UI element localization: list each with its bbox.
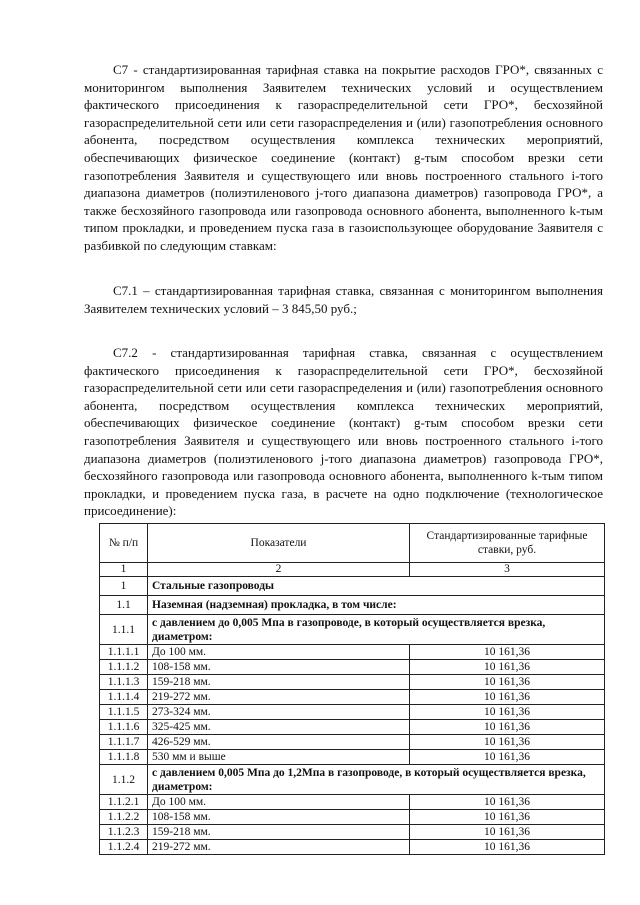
- table-row: [100, 660, 605, 675]
- rate-value: 10 161,36: [410, 705, 605, 720]
- diameter-label: 325-425 мм.: [148, 720, 410, 735]
- diameter-label: 159-218 мм.: [148, 675, 410, 690]
- section-label: Стальные газопроводы: [148, 577, 605, 596]
- tariff-table: [99, 523, 605, 855]
- rate-value: 10 161,36: [410, 735, 605, 750]
- group-label: с давлением до 0,005 Мпа в газопроводе, в который осуществляется врезка, диаметром:: [148, 615, 605, 645]
- rate-value: 10 161,36: [410, 825, 605, 840]
- table-row: [100, 645, 605, 660]
- row-number: 1.1.1: [100, 615, 148, 645]
- row-number: 1.1.1.3: [100, 675, 148, 690]
- section-row: [100, 577, 605, 596]
- group-row: [100, 615, 605, 645]
- paragraph-c7-2: [84, 344, 603, 520]
- column-number-row: [100, 563, 605, 577]
- row-number: 1.1: [100, 596, 148, 615]
- table-row: [100, 705, 605, 720]
- row-number: 1.1.1.7: [100, 735, 148, 750]
- rate-value: 10 161,36: [410, 840, 605, 855]
- table-row: [100, 690, 605, 705]
- table-row: [100, 675, 605, 690]
- paragraph-c7-text: С7 - стандартизированная тарифная ставка на покрытие расходов ГРО*, связанных с мониторингом выполнения Заявителем технических условий и осуществлением фактического присоединения к газораспределительной сети ГРО*, бесхозяйной газораспределительной сети или сети газораспределения и (или) газопотребления основного абонента, посредством осуществления комплекса технических мероприятий, обеспечивающих физическое соединение (контакт) g-тым способом врезки сети газопотребления Заявителя и существующего или вновь построенного стального i-того диапазона диаметров (полиэтиленового j-того диапазона диаметров) газопровода ГРО*, а также бесхозяйного газопровода или газопровода основного абонента, выполненного k-тым типом прокладки, и проведением пуска газа в газоиспользующее оборудование Заявителя с разбивкой по следующим ставкам:: [84, 62, 603, 253]
- rate-value: 10 161,36: [410, 675, 605, 690]
- row-number: 1.1.2.3: [100, 825, 148, 840]
- paragraph-c7: [84, 61, 603, 255]
- row-number: 1.1.2: [100, 765, 148, 795]
- row-number: 1.1.2.4: [100, 840, 148, 855]
- rate-value: 10 161,36: [410, 720, 605, 735]
- table-row: [100, 840, 605, 855]
- diameter-label: 108-158 мм.: [148, 810, 410, 825]
- diameter-label: 159-218 мм.: [148, 825, 410, 840]
- rate-value: 10 161,36: [410, 795, 605, 810]
- header-indicators: Показатели: [148, 524, 410, 563]
- row-number: 1: [100, 577, 148, 596]
- row-number: 1.1.1.1: [100, 645, 148, 660]
- paragraph-c7-1: [84, 282, 603, 317]
- rate-value: 10 161,36: [410, 645, 605, 660]
- row-number: 1.1.1.8: [100, 750, 148, 765]
- rate-value: 10 161,36: [410, 660, 605, 675]
- row-number: 1.1.2.1: [100, 795, 148, 810]
- rate-value: 10 161,36: [410, 810, 605, 825]
- column-number: 2: [148, 563, 410, 577]
- diameter-label: 219-272 мм.: [148, 840, 410, 855]
- table-row: [100, 750, 605, 765]
- group-row: [100, 765, 605, 795]
- diameter-label: 530 мм и выше: [148, 750, 410, 765]
- row-number: 1.1.1.4: [100, 690, 148, 705]
- table-row: [100, 810, 605, 825]
- row-number: 1.1.1.5: [100, 705, 148, 720]
- subsection-label: Наземная (надземная) прокладка, в том числе:: [148, 596, 605, 615]
- table-header-row: [100, 524, 605, 563]
- diameter-label: До 100 мм.: [148, 795, 410, 810]
- column-number: 1: [100, 563, 148, 577]
- row-number: 1.1.1.6: [100, 720, 148, 735]
- paragraph-c7-1-text: С7.1 – стандартизированная тарифная ставка, связанная с мониторингом выполнения Заявителем технических условий – 3 845,50 руб.;: [84, 283, 603, 316]
- header-rates: Стандартизированные тарифные ставки, руб.: [410, 524, 605, 563]
- subsection-row: [100, 596, 605, 615]
- column-number: 3: [410, 563, 605, 577]
- diameter-label: 426-529 мм.: [148, 735, 410, 750]
- group-label: с давлением 0,005 Мпа до 1,2Мпа в газопроводе, в который осуществляется врезка, диаметром:: [148, 765, 605, 795]
- paragraph-c7-2-text: С7.2 - стандартизированная тарифная ставка, связанная с осуществлением фактического присоединения к газораспределительной сети ГРО*, бесхозяйной газораспределительной сети или сети газораспределения и (или) газопотребления основного абонента, посредством осуществления комплекса технических мероприятий, обеспечивающих физическое соединение (контакт) g-тым способом врезки сети газопотребления Заявителя и существующего или вновь построенного стального i-того диапазона диаметров (полиэтиленового j-того диапазона диаметров) газопровода ГРО*, бесхозяйного газопровода или газопровода основного абонента, выполненного k-тым типом прокладки, и проведением пуска газа, в расчете на одно подключение (технологическое присоединение):: [84, 345, 603, 519]
- row-number: 1.1.2.2: [100, 810, 148, 825]
- table-row: [100, 825, 605, 840]
- rate-value: 10 161,36: [410, 750, 605, 765]
- diameter-label: До 100 мм.: [148, 645, 410, 660]
- row-number: 1.1.1.2: [100, 660, 148, 675]
- diameter-label: 108-158 мм.: [148, 660, 410, 675]
- diameter-label: 219-272 мм.: [148, 690, 410, 705]
- rate-value: 10 161,36: [410, 690, 605, 705]
- diameter-label: 273-324 мм.: [148, 705, 410, 720]
- header-no: № п/п: [100, 524, 148, 563]
- table-row: [100, 720, 605, 735]
- table-row: [100, 795, 605, 810]
- table-row: [100, 735, 605, 750]
